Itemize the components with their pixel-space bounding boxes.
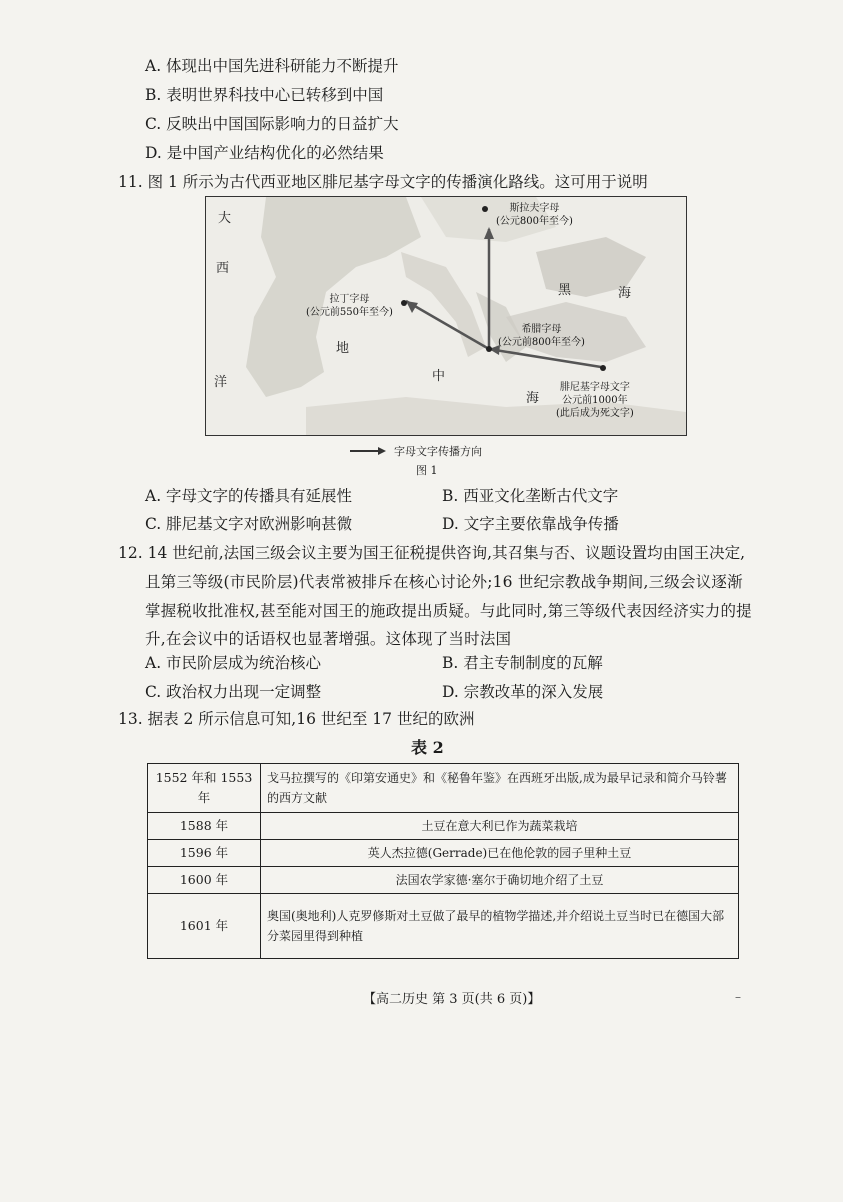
table-cell-year: 1552 年和 1553 年	[148, 764, 261, 813]
map-label-black-sea-2: 海	[618, 286, 632, 301]
table-cell-content: 戈马拉撰写的《印第安通史》和《秘鲁年鉴》在西班牙出版,成为最早记录和简介马铃薯的西方文献	[261, 764, 739, 813]
map-label-atlantic-2: 西	[216, 261, 230, 276]
q12-option-c: C. 政治权力出现一定调整	[145, 683, 322, 701]
table-cell-year: 1588 年	[148, 813, 261, 840]
page-footer: 【高二历史 第 3 页(共 6 页)】	[363, 992, 541, 1007]
map-label-med-2: 中	[432, 369, 446, 384]
q10-option-d: D. 是中国产业结构优化的必然结果	[145, 144, 384, 162]
table-cell-year: 1600 年	[148, 867, 261, 894]
table-cell-content: 法国农学家德·塞尔于确切地介绍了土豆	[261, 867, 739, 894]
table-cell-content: 英人杰拉德(Gerrade)已在他伦敦的园子里种土豆	[261, 840, 739, 867]
q10-option-a: A. 体现出中国先进科研能力不断提升	[145, 57, 399, 75]
legend-label: 字母文字传播方向	[394, 445, 482, 458]
arrow-icon	[350, 446, 386, 456]
q11-option-c: C. 腓尼基文字对欧洲影响甚微	[145, 515, 353, 533]
q11-option-d: D. 文字主要依靠战争传播	[442, 515, 619, 533]
table-cell-content: 土豆在意大利已作为蔬菜栽培	[261, 813, 739, 840]
table-row	[148, 813, 739, 840]
q10-option-c: C. 反映出中国国际影响力的日益扩大	[145, 115, 399, 133]
table-row	[148, 867, 739, 894]
map-label-med-1: 地	[336, 341, 350, 356]
figure-caption: 图 1	[416, 464, 438, 477]
table-caption: 表 2	[411, 738, 444, 757]
q11-option-a: A. 字母文字的传播具有延展性	[145, 487, 353, 505]
label-greek-alphabet: 希腊字母 (公元前800年至今)	[498, 324, 585, 348]
label-phoenician-script: 腓尼基字母文字 公元前1000年 (此后成为死文字)	[556, 382, 634, 419]
q11-option-b: B. 西亚文化垄断古代文字	[442, 487, 619, 505]
table-2	[147, 763, 739, 959]
table-row	[148, 894, 739, 959]
q12-option-b: B. 君主专制制度的瓦解	[442, 654, 603, 672]
label-latin-alphabet: 拉丁字母 (公元前550年至今)	[306, 294, 393, 318]
q12-stem-line-2: 且第三等级(市民阶层)代表常被排斥在核心讨论外;16 世纪宗教战争期间,三级会议逐渐	[145, 573, 743, 591]
table-row	[148, 840, 739, 867]
q12-option-a: A. 市民阶层成为统治核心	[145, 654, 322, 672]
table-row	[148, 764, 739, 813]
map-label-atlantic-1: 大	[218, 211, 232, 226]
footer-dash: –	[735, 990, 741, 1004]
table-cell-content: 奥国(奥地利)人克罗修斯对土豆做了最早的植物学描述,并介绍说土豆当时已在德国大部分菜园里得到种植	[261, 894, 739, 959]
map-label-med-3: 海	[526, 391, 540, 406]
table-cell-year: 1601 年	[148, 894, 261, 959]
figure-1-map	[205, 196, 687, 436]
map-legend	[350, 443, 482, 459]
map-label-black-sea-1: 黑	[558, 283, 572, 298]
table-cell-year: 1596 年	[148, 840, 261, 867]
q11-stem: 11. 图 1 所示为古代西亚地区腓尼基字母文字的传播演化路线。这可用于说明	[118, 173, 648, 191]
q12-stem-line-1: 12. 14 世纪前,法国三级会议主要为国王征税提供咨询,其召集与否、议题设置均由国王决定,	[118, 544, 746, 562]
q13-stem: 13. 据表 2 所示信息可知,16 世纪至 17 世纪的欧洲	[118, 710, 475, 728]
map-label-atlantic-3: 洋	[214, 375, 228, 390]
label-slavic-alphabet: 斯拉夫字母 (公元800年至今)	[496, 203, 573, 227]
q12-option-d: D. 宗教改革的深入发展	[442, 683, 604, 701]
q12-stem-line-3: 掌握税收批准权,甚至能对国王的施政提出质疑。与此同时,第三等级代表因经济实力的提	[145, 602, 752, 620]
q10-option-b: B. 表明世界科技中心已转移到中国	[145, 86, 384, 104]
q12-stem-line-4: 升,在会议中的话语权也显著增强。这体现了当时法国	[145, 630, 512, 648]
